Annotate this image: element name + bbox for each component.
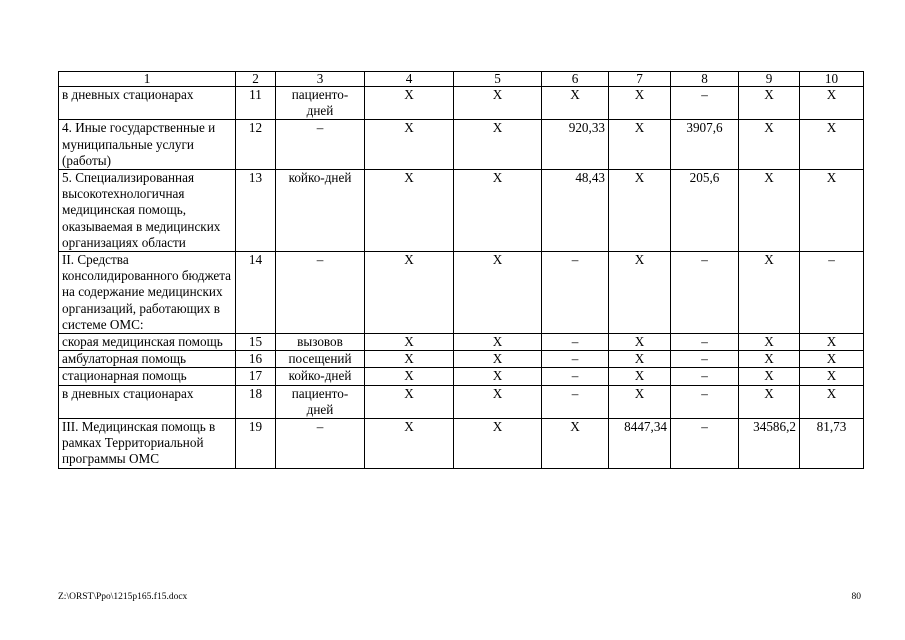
row-name-cell: скорая медицинская помощь — [59, 334, 236, 351]
row-unit-cell: вызовов — [276, 334, 365, 351]
footer-file-path: Z:\ORST\Ppo\1215p165.f15.docx — [58, 592, 188, 602]
col9-cell: Х — [739, 120, 800, 170]
row-code-cell: 17 — [236, 368, 276, 385]
column-header: 1 — [59, 72, 236, 87]
column-header: 5 — [454, 72, 542, 87]
row-unit-cell: койко-дней — [276, 368, 365, 385]
col4-cell: Х — [365, 368, 454, 385]
row-name-cell: 5. Специализированная высокотехнологичная медицинская помощь, оказываемая в медицинских организациях области — [59, 170, 236, 252]
col9-cell: Х — [739, 334, 800, 351]
table-row — [59, 385, 864, 418]
row-unit-cell: – — [276, 120, 365, 170]
row-unit-cell: посещений — [276, 351, 365, 368]
col4-cell: Х — [365, 334, 454, 351]
col10-cell: Х — [800, 334, 864, 351]
column-header: 2 — [236, 72, 276, 87]
row-code-cell: 13 — [236, 170, 276, 252]
header-row — [59, 72, 864, 87]
col9-cell: Х — [739, 351, 800, 368]
col7-cell: Х — [609, 252, 671, 334]
row-unit-cell: – — [276, 419, 365, 469]
row-unit-cell: койко-дней — [276, 170, 365, 252]
footer-page-number: 80 — [851, 592, 861, 602]
col6-cell: – — [542, 368, 609, 385]
col10-cell: 81,73 — [800, 419, 864, 469]
col5-cell: Х — [454, 87, 542, 120]
row-unit-cell: пациенто-дней — [276, 385, 365, 418]
row-code-cell: 16 — [236, 351, 276, 368]
col8-cell: – — [671, 368, 739, 385]
row-name-cell: амбулаторная помощь — [59, 351, 236, 368]
column-header: 8 — [671, 72, 739, 87]
col4-cell: Х — [365, 419, 454, 469]
column-header: 7 — [609, 72, 671, 87]
col7-cell: Х — [609, 368, 671, 385]
col7-cell: Х — [609, 385, 671, 418]
col6-cell: Х — [542, 419, 609, 469]
data-table — [58, 71, 864, 469]
row-unit-cell: пациенто-дней — [276, 87, 365, 120]
col6-cell: – — [542, 252, 609, 334]
column-header: 6 — [542, 72, 609, 87]
row-code-cell: 11 — [236, 87, 276, 120]
col6-cell: – — [542, 334, 609, 351]
col10-cell: Х — [800, 351, 864, 368]
col5-cell: Х — [454, 120, 542, 170]
table-row — [59, 334, 864, 351]
col5-cell: Х — [454, 351, 542, 368]
col10-cell: Х — [800, 170, 864, 252]
col8-cell: 3907,6 — [671, 120, 739, 170]
col5-cell: Х — [454, 385, 542, 418]
row-name-cell: стационарная помощь — [59, 368, 236, 385]
col4-cell: Х — [365, 351, 454, 368]
table-row — [59, 368, 864, 385]
col10-cell: Х — [800, 120, 864, 170]
col6-cell: – — [542, 351, 609, 368]
table-row — [59, 419, 864, 469]
row-name-cell: II. Средства консолидированного бюджета на содержание медицинских организаций, работающих в системе ОМС: — [59, 252, 236, 334]
col5-cell: Х — [454, 368, 542, 385]
col5-cell: Х — [454, 170, 542, 252]
col9-cell: Х — [739, 385, 800, 418]
row-unit-cell: – — [276, 252, 365, 334]
col4-cell: Х — [365, 170, 454, 252]
table-row — [59, 170, 864, 252]
col9-cell: 34586,2 — [739, 419, 800, 469]
col10-cell: Х — [800, 368, 864, 385]
col10-cell: Х — [800, 87, 864, 120]
col5-cell: Х — [454, 334, 542, 351]
row-code-cell: 12 — [236, 120, 276, 170]
col7-cell: Х — [609, 120, 671, 170]
row-code-cell: 15 — [236, 334, 276, 351]
col8-cell: – — [671, 419, 739, 469]
col6-cell: – — [542, 385, 609, 418]
col9-cell: Х — [739, 87, 800, 120]
col7-cell: Х — [609, 351, 671, 368]
col7-cell: Х — [609, 87, 671, 120]
col9-cell: Х — [739, 170, 800, 252]
col10-cell: – — [800, 252, 864, 334]
col4-cell: Х — [365, 87, 454, 120]
row-code-cell: 19 — [236, 419, 276, 469]
col8-cell: – — [671, 385, 739, 418]
column-header: 3 — [276, 72, 365, 87]
column-header: 10 — [800, 72, 864, 87]
col8-cell: – — [671, 351, 739, 368]
row-code-cell: 14 — [236, 252, 276, 334]
col10-cell: Х — [800, 385, 864, 418]
col6-cell: Х — [542, 87, 609, 120]
col5-cell: Х — [454, 419, 542, 469]
table-row — [59, 252, 864, 334]
col8-cell: 205,6 — [671, 170, 739, 252]
col8-cell: – — [671, 334, 739, 351]
col6-cell: 48,43 — [542, 170, 609, 252]
table-row — [59, 87, 864, 120]
table-row — [59, 351, 864, 368]
column-header: 9 — [739, 72, 800, 87]
column-header: 4 — [365, 72, 454, 87]
row-code-cell: 18 — [236, 385, 276, 418]
col8-cell: – — [671, 252, 739, 334]
col9-cell: Х — [739, 252, 800, 334]
col4-cell: Х — [365, 385, 454, 418]
row-name-cell: 4. Иные государственные и муниципальные услуги (работы) — [59, 120, 236, 170]
col6-cell: 920,33 — [542, 120, 609, 170]
col8-cell: – — [671, 87, 739, 120]
row-name-cell: в дневных стационарах — [59, 87, 236, 120]
col5-cell: Х — [454, 252, 542, 334]
col7-cell: 8447,34 — [609, 419, 671, 469]
col9-cell: Х — [739, 368, 800, 385]
row-name-cell: в дневных стационарах — [59, 385, 236, 418]
table-row — [59, 120, 864, 170]
col7-cell: Х — [609, 170, 671, 252]
col4-cell: Х — [365, 252, 454, 334]
row-name-cell: III. Медицинская помощь в рамках Территориальной программы ОМС — [59, 419, 236, 469]
col7-cell: Х — [609, 334, 671, 351]
col4-cell: Х — [365, 120, 454, 170]
